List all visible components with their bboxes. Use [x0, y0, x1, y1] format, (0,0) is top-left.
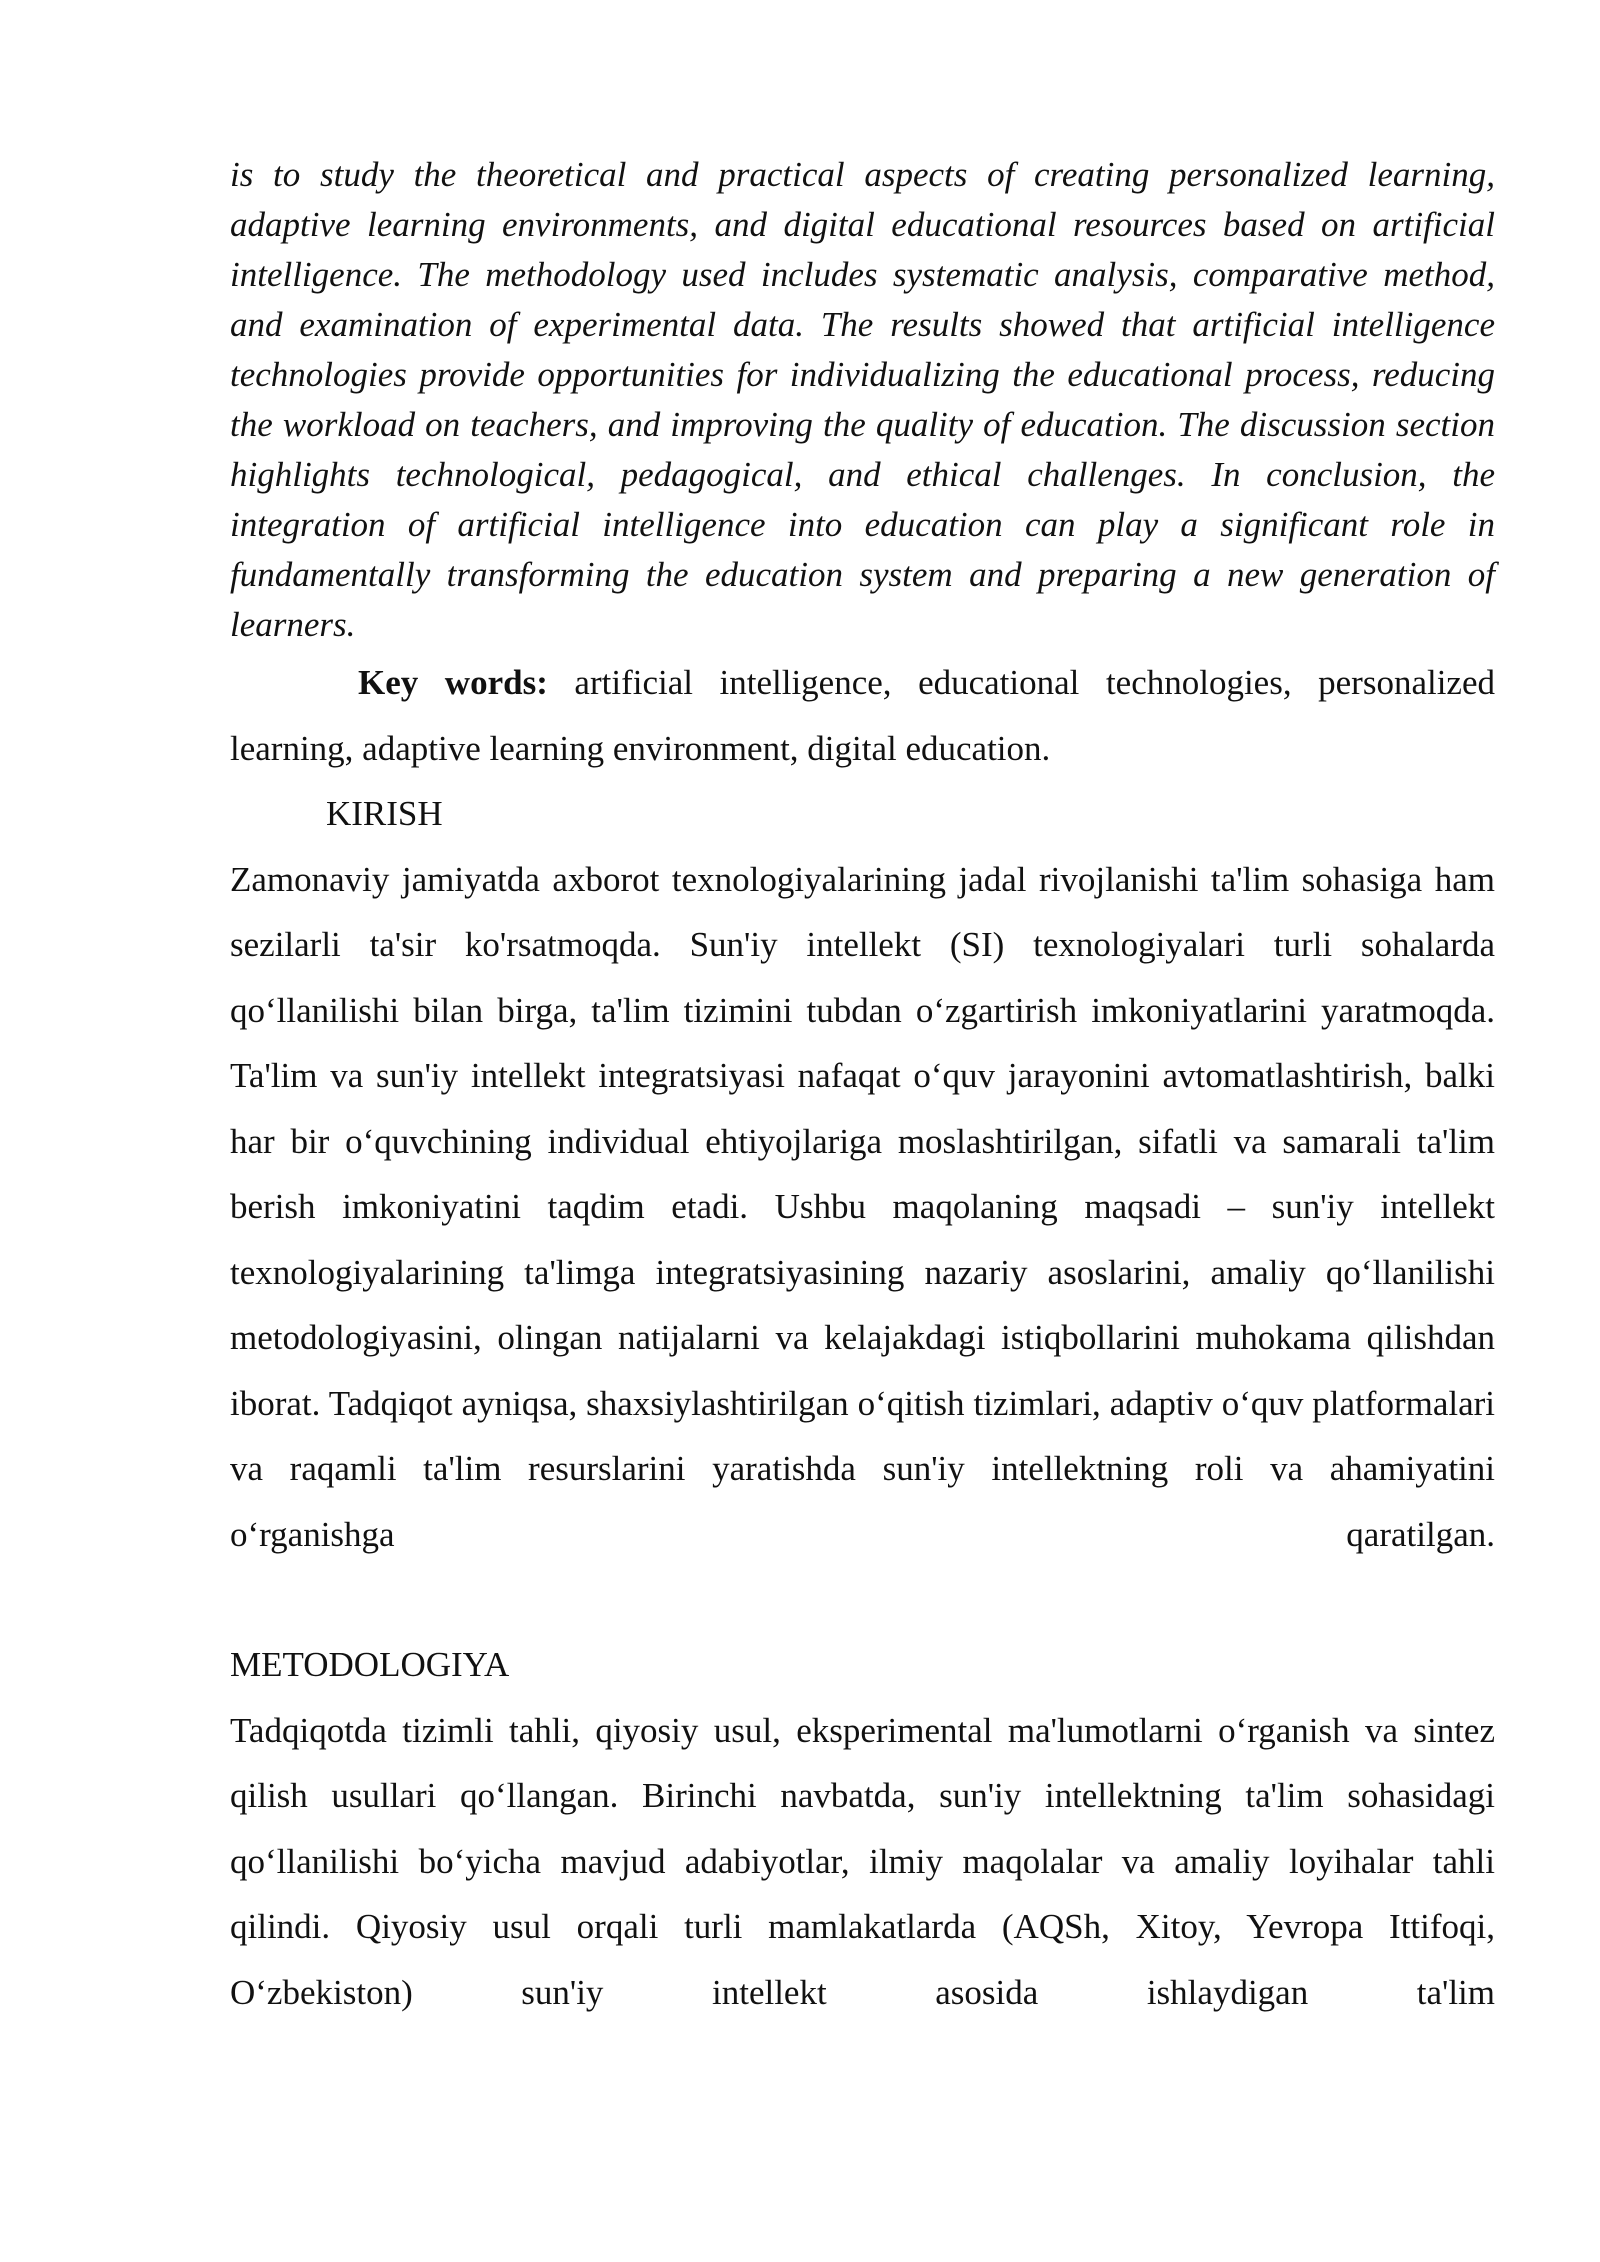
- abstract-paragraph: is to study the theoretical and practical aspects of creating personalized learning, adaptive learning environments, and digital educational resources based on artificial intelligence. The methodology used includes systematic analysis, comparative method, and examination of experimental data. The results showed that artificial intelligence technologies provide opportunities for individualizing the educational process, reducing the workload on teachers, and improving the quality of education. The discussion section highlights technological, pedagogical, and ethical challenges. In conclusion, the integration of artificial intelligence into education can play a significant role in fundamentally transforming the education system and preparing a new generation of learners.: [230, 155, 1495, 644]
- section-heading-metodologiya: METODOLOGIYA: [230, 1645, 510, 1684]
- section-heading-kirish: KIRISH: [326, 794, 443, 833]
- page-content: [230, 150, 1495, 2025]
- section-spacer: [230, 1567, 1495, 1632]
- keywords-text: artificial intelligence, educational technologies, personalized learning, adaptive learning environment, digital education.: [230, 663, 1496, 768]
- kirish-paragraph: Zamonaviy jamiyatda axborot texnologiyalarining jadal rivojlanishi ta'lim sohasiga ham sezilarli ta'sir ko'rsatmoqda. Sun'iy intellekt (SI) texnologiyalari turli sohalarda qo‘llanilishi bilan birga, ta'lim tizimini tubdan o‘zgartirish imkoniyatlarini yaratmoqda. Ta'lim va sun'iy intellekt integratsiyasi nafaqat o‘quv jarayonini avtomatlashtirish, balki har bir o‘quvchining individual ehtiyojlariga moslashtirilgan, sifatli va samarali ta'lim berish imkoniyatini taqdim etadi. Ushbu maqolaning maqsadi – sun'iy intellekt texnologiyalarining ta'limga integratsiyasining nazariy asoslarini, amaliy qo‘llanilishi metodologiyasini, olingan natijalarni va kelajakdagi istiqbollarini muhokama qilishdan iborat. Tadqiqot ayniqsa, shaxsiylashtirilgan o‘qitish tizimlari, adaptiv o‘quv platformalari va raqamli ta'lim resurslarini yaratishda sun'iy intellektning roli va ahamiyatini o‘rganishga qaratilgan.: [230, 859, 1495, 1554]
- keywords-paragraph: [230, 650, 1495, 781]
- keywords-label: Key words:: [358, 663, 548, 702]
- metodologiya-paragraph: Tadqiqotda tizimli tahli, qiyosiy usul, eksperimental ma'lumotlarni o‘rganish va sintez qilish usullari qo‘llangan. Birinchi navbatda, sun'iy intellektning ta'lim sohasidagi qo‘llanilishi bo‘yicha mavjud adabiyotlar, ilmiy maqolalar va amaliy loyihalar tahli qilindi. Qiyosiy usul orqali turli mamlakatlarda (AQSh, Xitoy, Yevropa Ittifoqi, O‘zbekiston) sun'iy intellekt asosida ishlaydigan ta'lim: [230, 1710, 1495, 2012]
